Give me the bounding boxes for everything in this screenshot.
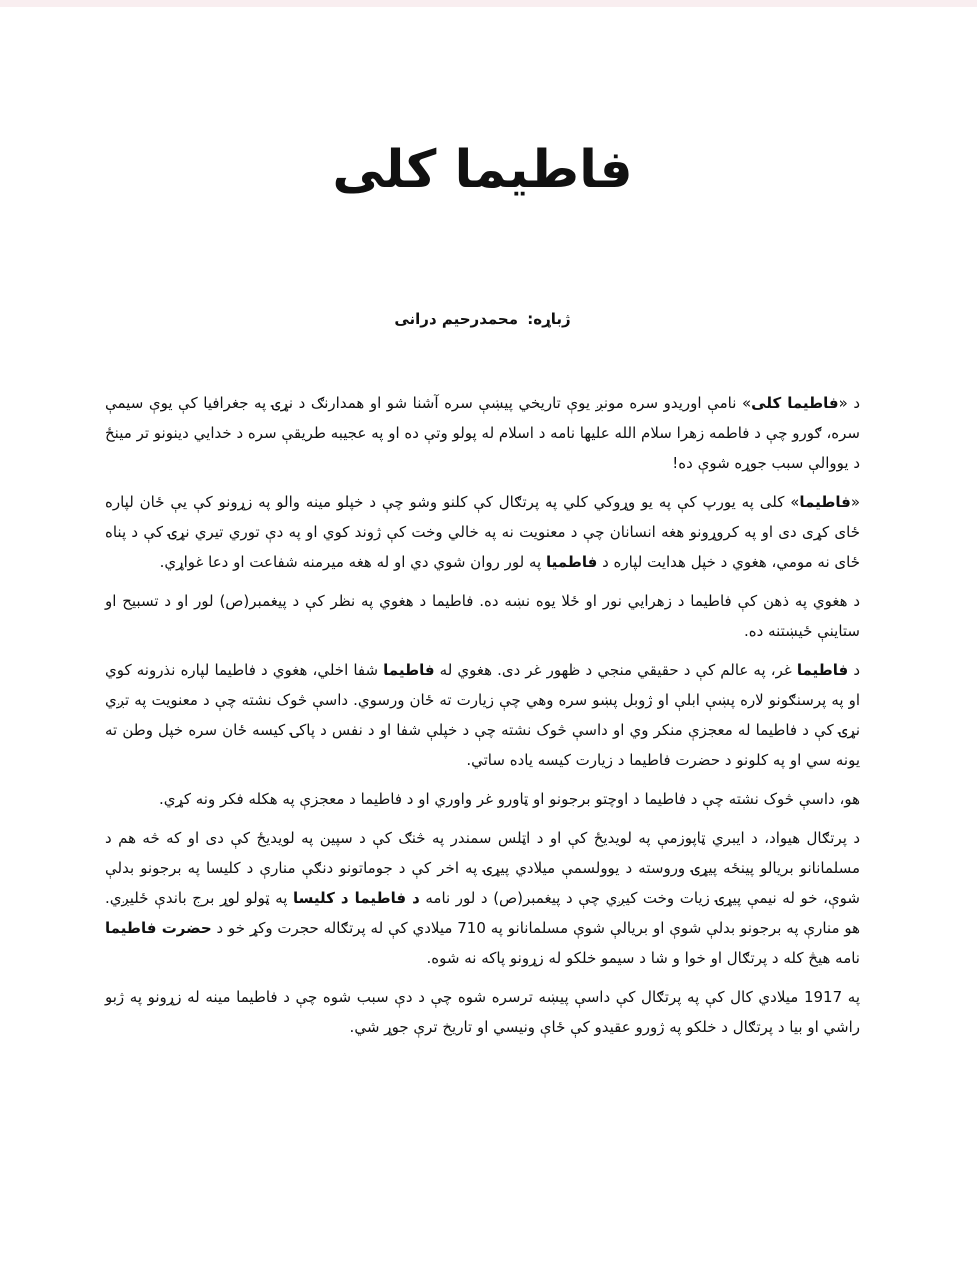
paragraph: [105, 586, 860, 646]
paragraph: [105, 784, 860, 814]
text-run: په 1917 میلادي کال کې په پرتګال کې داسې پیښه ترسره شوه چې د دې سبب شوه چې د فاطیما مینه له زړونو په ژبو راشي او بیا د پرتګال د خلکو په ژورو عقیدو کې ځاې ونیسي او تاریخ ترې جوړ شي.: [105, 988, 860, 1036]
bold-text-run: فاطیما: [799, 493, 851, 511]
paragraph: [105, 655, 860, 775]
text-run: په ټولو لوړ برج باندې ځلیږي. هو منارې په برجونو بدلې شوې او بریالې شوې مسلمانانو په 710 میلادي کې له پرتګاله حجرت وکړ خو د: [105, 889, 860, 937]
text-run: د پرتګال هیواد، د ایبري ټاپوزمې په لویدیځ کې او د اټلس سمندر په څنګ کې د سپین په لویدیځ کې دی او که څه هم د مسلمانانو بریالو پینځه پیړۍ وروسته د یوولسمې میلادي پیړۍ په اخر کې د جوماتونو دنګې منارې د کلیسا په برجونو بدلې شوې، خو له نیمې پیړۍ زیات وخت کیږي چې د پیغمبر(ص) د لور نامه: [105, 829, 860, 907]
text-run: غر، په عالم کې د حقیقي منجي د ظهور غر دی. هغوي له: [434, 661, 797, 679]
text-run: د هغوي په ذهن کې فاطیما د زهرایي نور او ځلا یوه نښه ده. فاطیما د هغوي په نظر کې د پیغمبر(ص) لور او د تسبیح او ستاینې ځیښتنه ده.: [105, 592, 860, 640]
author-line: [105, 308, 860, 330]
page-title: فاطیما کلی: [332, 140, 633, 200]
text-run: د: [848, 661, 860, 679]
bold-text-run: فاطیما: [796, 661, 849, 679]
paragraph: [105, 487, 860, 577]
author-name: محمدرحیم درانی: [394, 310, 519, 328]
article-body: [105, 388, 860, 1042]
author-label: ژباړه:: [527, 310, 571, 328]
text-run: » نامې اوریدو سره مونږ یوې تاریخي پیښې سره آشنا شو او همدارنګ د نړۍ په جغرافیا کې یوې سیمې سره، ګورو چې د فاطمه زهرا سلام الله علیها نامه د اسلام له پولو وتې ده او په عجیبه طریقې سره د خدایي دینونو تر مینځ د یووالې سبب جوړه شوې ده!: [105, 394, 860, 472]
text-run: «: [850, 493, 860, 511]
text-run: » کلی په یورپ کې په یو وړوکي کلي په پرتګال کې کلنو وشو چې د خپلو مینه والو په زړونو کې یې ځان لپاره ځای کړی دی او په کروړونو هغه انسانان چې د معنویت نه په خالي وخت کې ژوند کوي او په دې توري تیري نړۍ کې د پناه ځای نه مومي، هغوي د خپل هدایت لپاره د: [105, 493, 860, 571]
paragraph: [105, 388, 860, 478]
bold-text-run: د فاطیما د کلیسا: [293, 889, 420, 907]
paragraph: [105, 982, 860, 1042]
text-run: په لور روان شوي دي او له هغه میرمنه شفاعت او دعا غواړي.: [159, 553, 546, 571]
text-run: د «: [838, 394, 861, 412]
bold-text-run: حضرت فاطیما: [105, 919, 212, 937]
bold-text-run: فاطیما کلی: [751, 394, 839, 412]
text-run: هو، داسې څوک نشته چې د فاطیما د اوچتو برجونو او ټاورو غر واوري او د فاطیما د معجزې په هکله فکر ونه کړي.: [159, 790, 860, 808]
paragraph: [105, 823, 860, 973]
bold-text-run: فاطمیا: [545, 553, 598, 571]
text-run: شفا اخلي، هغوي د فاطیما لپاره نذرونه کوي او په پرسنګونو لاره پښې ابلې او ژوبل پښو سره وهي چې زیارت ته ځان ورسوي. داسې څوک نشته چې د معنویت په تږي نړۍ کې د فاطیما له معجزې منکر وي او داسې څوک نشته چې د خپلې شفا او د نفس د پاکۍ کیسه ځان سره خپل وطن ته یونه سي او په کلونو د حضرت فاطیما د زیارت کیسه یاده ساتي.: [105, 661, 860, 769]
bold-text-run: فاطیما: [383, 661, 435, 679]
text-run: نامه هیڅ کله د پرتګال او خوا و شا د سیمو خلکو له زړونو پاکه نه شوه.: [426, 949, 860, 967]
